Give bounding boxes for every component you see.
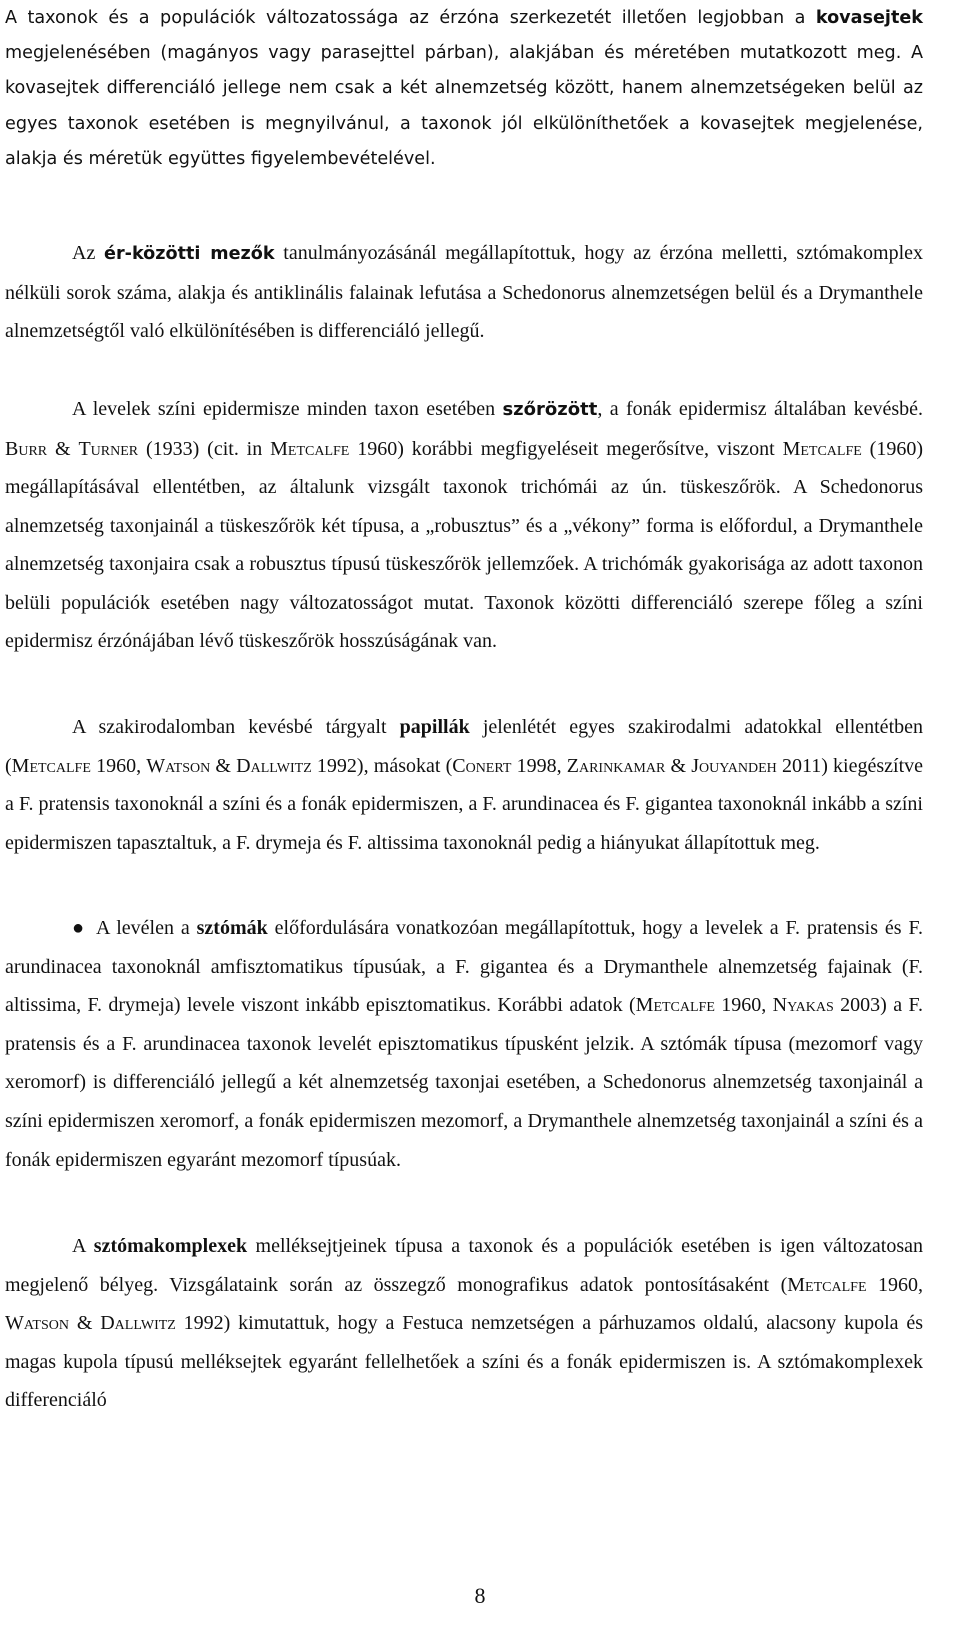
text: melléksejtjeinek típusa a taxonok és a populációk esetében is igen változatosan megjelenő bélyeg. Vizsgálataink során az összegző monografikus adatok pontosításaként ( bbox=[5, 1235, 923, 1296]
author-metcalfe: Metcalfe bbox=[787, 1273, 867, 1296]
author-zarinkamar: Zarinkamar bbox=[566, 754, 666, 777]
text: & bbox=[210, 754, 237, 777]
text: jelenlétét egyes szakirodalmi adatokkal ellentétben ( bbox=[5, 716, 923, 777]
text: & bbox=[69, 1312, 101, 1335]
text: (1960) megállapításával ellentétben, az általunk vizsgált taxonok trichómái az ún. tüskeszőrök. A Schedonorus alnemzetség taxonjainál a tüskeszőrök két típusa, a „robusztus” és a „vékony” forma is előfordul, a Drymanthele alnemzetség taxonjaira csak a robusztus típusú tüskeszőrök jellemzőek. A trichómák gyakorisága az adott taxonon belüli populációk esetében nagy változatosságot mutat. Taxonok közötti differenciáló szerepe főleg a színi epidermisz érzónájában lévő tüskeszőrök hosszúságának van. bbox=[5, 437, 923, 652]
author-dallwitz: Dallwitz bbox=[236, 754, 312, 777]
text: Az bbox=[72, 242, 105, 264]
term-papillak: papillák bbox=[399, 716, 470, 738]
text: A taxonok és a populációk változatossága az érzóna szerkezetét illetően legjobban a bbox=[5, 8, 816, 28]
page-number: 8 bbox=[474, 1583, 486, 1608]
text: 1960, bbox=[866, 1273, 923, 1296]
term-er-kozotti-mezok: ér-közötti mezők bbox=[104, 244, 275, 264]
author-metcalfe: Metcalfe bbox=[782, 437, 862, 460]
paragraph-szorozott bbox=[5, 390, 923, 661]
paragraph-sztomakomplexek bbox=[5, 1227, 923, 1420]
text: 1992) kimutattuk, hogy a Festuca nemzetségen a párhuzamos oldalú, alacsony kupola és magas kupola típusú melléksejtek egyaránt fellelhetőek a színi és a fonák epidermiszen is. A sztómakomplexek differenciáló bbox=[5, 1312, 923, 1412]
term-sztomak: sztómák bbox=[196, 917, 268, 939]
text: 2011) kiegészítve a F. pratensis taxonoknál a színi és a fonák epidermiszen, a F. arundinacea és F. gigantea taxonoknál inkább a színi epidermiszen tapasztaltuk, a F. drymeja és F. altissima taxonoknál pedig a hiányukat állapítottuk meg. bbox=[5, 754, 924, 854]
author-jouyandeh: Jouyandeh bbox=[691, 754, 777, 777]
paragraph-sztomak bbox=[5, 909, 923, 1179]
author-metcalfe: Metcalfe bbox=[635, 994, 715, 1017]
paragraph-er-kozotti-mezok bbox=[5, 234, 923, 351]
author-turner: Turner bbox=[78, 437, 139, 460]
author-metcalfe: Metcalfe bbox=[270, 437, 350, 460]
text: tanulmányozásánál megállapítottuk, hogy az érzóna melletti, sztómakomplex nélküli sorok száma, alakja és antiklinális falainak lefutása a Schedonorus alnemzetségen belül és a Drymanthele alnemzetségtől való elkülönítésében is differenciáló jellegű. bbox=[5, 242, 924, 342]
text: & bbox=[47, 437, 79, 460]
author-nyakas: Nyakas bbox=[772, 994, 834, 1017]
paragraph-papillak bbox=[5, 708, 923, 862]
text: előfordulására vonatkozóan megállapítottuk, hogy a levelek a F. pratensis és F. arundinacea taxonoknál amfisztomatikus típusúak, a F. gigantea és a Drymanthele alnemzetség fajainak (F. altissima, F. drymeja) levele viszont inkább episztomatikus. Korábbi adatok ( bbox=[5, 917, 923, 1017]
text: A bbox=[72, 1235, 94, 1257]
text: 1960, bbox=[714, 994, 773, 1017]
author-burr: Burr bbox=[5, 437, 48, 460]
author-dallwitz: Dallwitz bbox=[100, 1312, 176, 1335]
text: 1960, bbox=[90, 754, 147, 777]
text: 1960) korábbi megfigyeléseit megerősítve, viszont bbox=[349, 437, 783, 460]
text: (1933) (cit. in bbox=[138, 437, 271, 460]
text: 1992), másokat ( bbox=[311, 754, 453, 777]
text: 2003) a F. pratensis és a F. arundinacea taxonok levelét episztomatikus típusként jelzik. A sztómák típusa (mezomorf vagy xeromorf) is differenciáló jellegű a két alnemzetség taxonjai esetében, a Schedonorus alnemzetség taxonjainál a színi epidermiszen xeromorf, a fonák epidermiszen mezomorf, a Drymanthele alnemzetség taxonjainál a színi és a fonák epidermiszen egyaránt mezomorf típusúak. bbox=[5, 994, 923, 1171]
author-watson: Watson bbox=[5, 1312, 69, 1335]
author-metcalfe: Metcalfe bbox=[11, 754, 91, 777]
term-sztomakomplexek: sztómakomplexek bbox=[93, 1235, 248, 1257]
term-szorozott: szőrözött bbox=[502, 399, 598, 420]
text: megjelenésében (magányos vagy parasejttel párban), alakjában és méretében mutatkozott meg. A kovasejtek differenciáló jellege nem csak a két alnemzetség között, hanem alnemzetségeken belül az egyes taxonok esetében is megnyilvánul, a taxonok jól elkülöníthetőek a kovasejtek megjelenése, alakja és méretük együttes figyelembevételével. bbox=[5, 43, 923, 169]
text: A szakirodalomban kevésbé tárgyalt bbox=[72, 716, 400, 738]
bullet-icon: ● bbox=[72, 917, 86, 939]
text: , a fonák epidermisz általában kevésbé. bbox=[597, 398, 924, 420]
author-watson: Watson bbox=[146, 754, 211, 777]
text: 1998, bbox=[511, 754, 567, 777]
text: A levélen a bbox=[95, 917, 197, 939]
text: & bbox=[665, 754, 692, 777]
text: A levelek színi epidermisze minden taxon esetében bbox=[72, 398, 503, 420]
author-conert: Conert bbox=[452, 754, 512, 777]
paragraph-kovasejtek bbox=[5, 0, 923, 176]
term-kovasejtek: kovasejtek bbox=[815, 8, 923, 28]
